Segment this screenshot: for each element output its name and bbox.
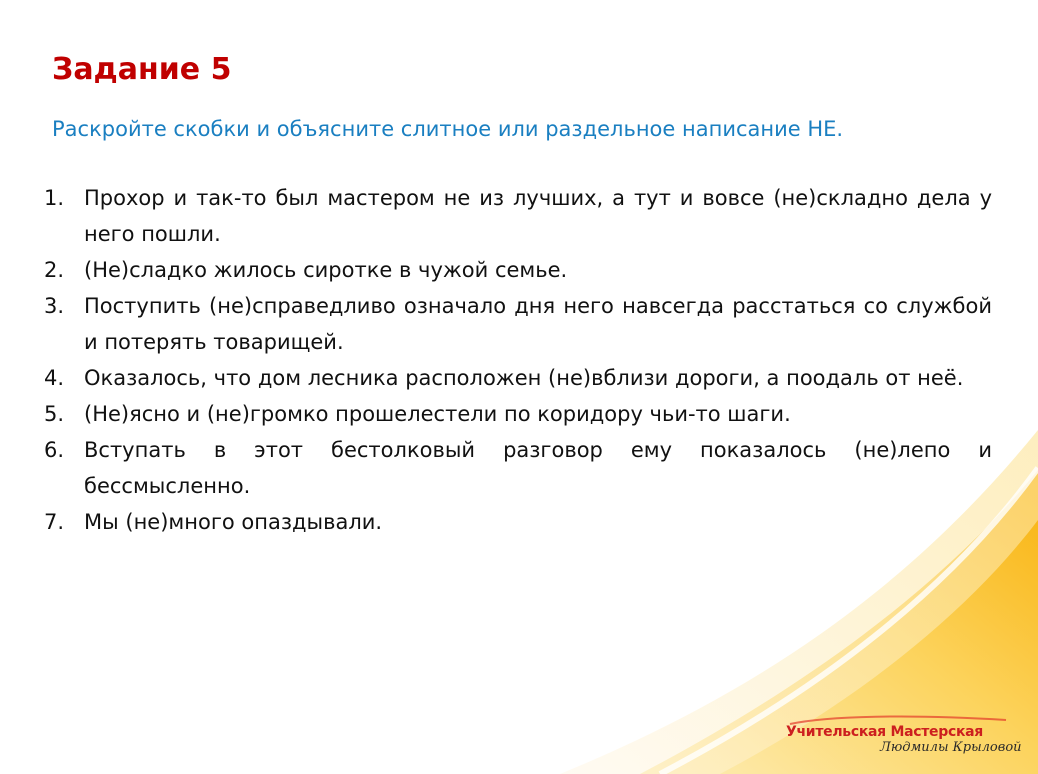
task-item-5 [30, 396, 992, 432]
task-number: 5. [44, 402, 65, 426]
task-number: 3. [44, 294, 65, 318]
task-item-2 [30, 252, 992, 288]
task-item-4 [30, 360, 992, 396]
task-text: Прохор и так-то был мастером не из лучших, а тут и вовсе (не)складно дела у него пошли. [84, 186, 992, 246]
task-number: 1. [44, 186, 65, 210]
task-number: 6. [44, 438, 65, 462]
task-number: 7. [44, 510, 65, 534]
task-number: 4. [44, 366, 65, 390]
task-text: (Не)ясно и (не)громко прошелестели по коридору чьи-то шаги. [84, 402, 791, 426]
task-item-7 [30, 504, 992, 540]
brand-logo [786, 716, 1022, 764]
task-number: 2. [44, 258, 65, 282]
task-instruction: Раскройте скобки и объясните слитное или раздельное написание НЕ. [52, 117, 844, 141]
task-text: Оказалось, что дом лесника расположен (не)вблизи дороги, а поодаль от неё. [84, 366, 964, 390]
logo-subtitle: Людмилы Крыловой [880, 740, 1022, 755]
logo-title: Учительская Мастерская [786, 724, 983, 740]
task-list [30, 180, 992, 540]
task-text: Вступать в этот бестолковый разговор ему показалось (не)лепо и бессмысленно. [84, 438, 992, 498]
task-item-3 [30, 288, 992, 360]
slide-title: Задание 5 [52, 52, 232, 87]
task-text: Поступить (не)справедливо означало дня него навсегда расстаться со службой и потерять товарищей. [84, 294, 992, 354]
task-text: (Не)сладко жилось сиротке в чужой семье. [84, 258, 568, 282]
task-item-1 [30, 180, 992, 252]
task-text: Мы (не)много опаздывали. [84, 510, 383, 534]
task-item-6 [30, 432, 992, 504]
